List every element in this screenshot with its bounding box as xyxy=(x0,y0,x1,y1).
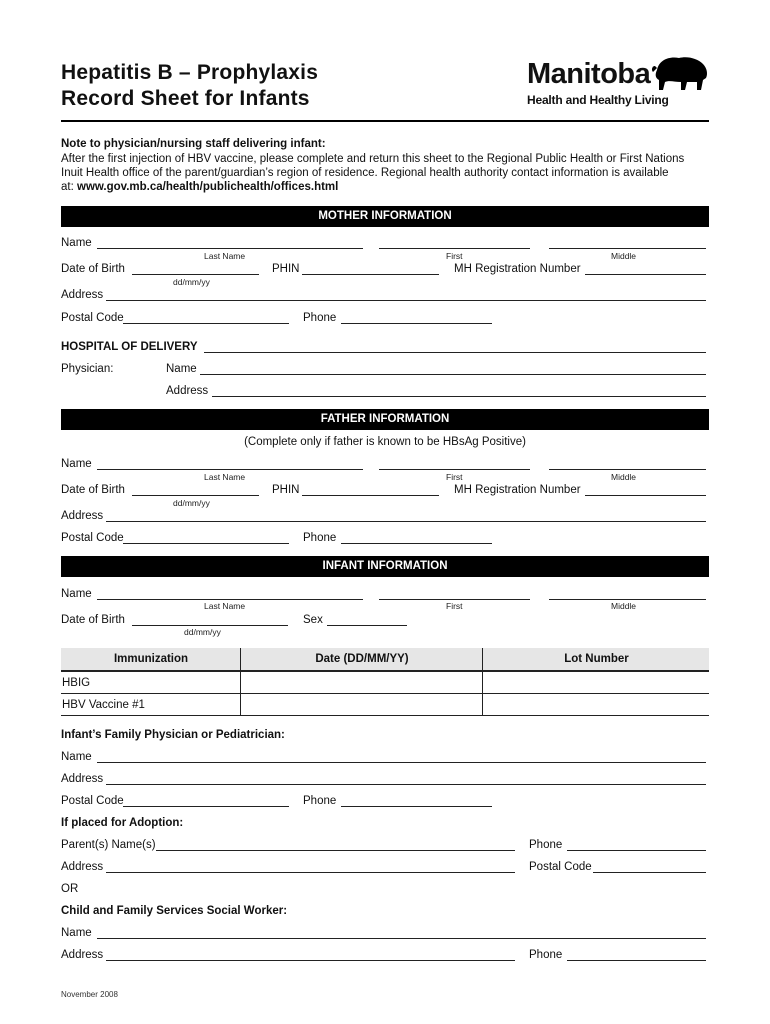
infant-dob-label: Date of Birth xyxy=(61,614,125,626)
father-phin-label: PHIN xyxy=(272,484,300,496)
physician-address-field[interactable] xyxy=(212,396,706,397)
adoption-address-field[interactable] xyxy=(106,872,515,873)
note-heading: Note to physician/nursing staff delivering infant: xyxy=(61,138,326,150)
hbv-lot-field[interactable] xyxy=(483,694,710,716)
last-name-caption: Last Name xyxy=(204,251,246,261)
parents-name-field[interactable] xyxy=(156,850,515,851)
father-postal-field[interactable] xyxy=(123,543,289,544)
table-row xyxy=(61,671,709,694)
or-label: OR xyxy=(61,883,79,895)
father-postal-label: Postal Code xyxy=(61,532,124,544)
immunization-table-header xyxy=(61,648,709,671)
last-name-caption: Last Name xyxy=(204,601,246,611)
mother-phin-label: PHIN xyxy=(272,263,300,275)
father-first-name-field[interactable] xyxy=(379,469,530,470)
infant-dob-field[interactable] xyxy=(132,625,288,626)
form-title-line2: Record Sheet for Infants xyxy=(61,87,310,110)
mother-address-label: Address xyxy=(61,289,104,301)
adoption-phone-label: Phone xyxy=(529,839,563,851)
father-name-label: Name xyxy=(61,458,92,470)
first-caption: First xyxy=(446,251,463,261)
note-line-1: After the first injection of HBV vaccine, please complete and return this sheet to the Regional Public Health or First Nations xyxy=(61,153,685,165)
infant-section-header: INFANT INFORMATION xyxy=(61,556,709,577)
hbig-lot-field[interactable] xyxy=(483,671,710,694)
adoption-postal-field[interactable] xyxy=(593,872,706,873)
hospital-label: HOSPITAL OF DELIVERY xyxy=(61,341,198,353)
first-caption: First xyxy=(446,472,463,482)
father-phone-label: Phone xyxy=(303,532,337,544)
note-line-3 xyxy=(61,180,338,194)
manitoba-logo xyxy=(527,52,712,112)
hospital-field[interactable] xyxy=(204,352,706,353)
physician-name-label: Name xyxy=(166,363,197,375)
first-caption: First xyxy=(446,601,463,611)
father-section-header: FATHER INFORMATION xyxy=(61,409,709,430)
physician-address-label: Address xyxy=(166,385,209,397)
infant-name-label: Name xyxy=(61,588,92,600)
adoption-phone-field[interactable] xyxy=(567,850,706,851)
infant-middle-name-field[interactable] xyxy=(549,599,706,600)
father-address-label: Address xyxy=(61,510,104,522)
father-dob-field[interactable] xyxy=(132,495,259,496)
sw-phone-label: Phone xyxy=(529,949,563,961)
father-middle-name-field[interactable] xyxy=(549,469,706,470)
dob-format-caption: dd/mm/yy xyxy=(173,277,210,287)
physician-label: Physician: xyxy=(61,363,114,375)
fp-phone-field[interactable] xyxy=(341,806,492,807)
father-dob-label: Date of Birth xyxy=(61,484,125,496)
mother-phone-label: Phone xyxy=(303,312,337,324)
adoption-postal-label: Postal Code xyxy=(529,861,592,873)
mother-dob-field[interactable] xyxy=(132,274,259,275)
header-divider xyxy=(61,120,709,122)
fp-address-field[interactable] xyxy=(106,784,706,785)
family-physician-heading: Infant’s Family Physician or Pediatrician: xyxy=(61,729,285,741)
father-address-field[interactable] xyxy=(106,521,706,522)
infant-first-name-field[interactable] xyxy=(379,599,530,600)
dob-format-caption: dd/mm/yy xyxy=(184,627,221,637)
mother-name-label: Name xyxy=(61,237,92,249)
form-title-line1: Hepatitis B – Prophylaxis xyxy=(61,61,319,84)
father-mh-label: MH Registration Number xyxy=(454,484,581,496)
note-line-3-prefix: at: xyxy=(61,181,74,193)
sw-phone-field[interactable] xyxy=(567,960,706,961)
adoption-address-label: Address xyxy=(61,861,104,873)
sw-name-field[interactable] xyxy=(97,938,706,939)
mother-phin-field[interactable] xyxy=(302,274,439,275)
mother-middle-name-field[interactable] xyxy=(549,248,706,249)
father-phone-field[interactable] xyxy=(341,543,492,544)
mother-dob-label: Date of Birth xyxy=(61,263,125,275)
mother-mh-field[interactable] xyxy=(585,274,706,275)
mother-phone-field[interactable] xyxy=(341,323,492,324)
dob-format-caption: dd/mm/yy xyxy=(173,498,210,508)
fp-address-label: Address xyxy=(61,773,104,785)
parents-name-label: Parent(s) Name(s) xyxy=(61,839,156,851)
sw-name-label: Name xyxy=(61,927,92,939)
hbig-date-field[interactable] xyxy=(241,671,483,694)
fp-postal-field[interactable] xyxy=(123,806,289,807)
physician-name-field[interactable] xyxy=(200,374,706,375)
immunization-name-cell: HBIG xyxy=(61,671,241,694)
offices-url[interactable]: www.gov.mb.ca/health/publichealth/offices.html xyxy=(77,181,339,193)
note-line-2: Inuit Health office of the parent/guardian’s region of residence. Regional health authority contact information is available xyxy=(61,167,669,179)
hbv-date-field[interactable] xyxy=(241,694,483,716)
sw-address-field[interactable] xyxy=(106,960,515,961)
social-worker-heading: Child and Family Services Social Worker: xyxy=(61,905,288,917)
father-last-name-field[interactable] xyxy=(97,469,363,470)
mother-postal-field[interactable] xyxy=(123,323,289,324)
last-name-caption: Last Name xyxy=(204,472,246,482)
infant-last-name-field[interactable] xyxy=(97,599,363,600)
footer-date: November 2008 xyxy=(61,990,118,999)
fp-phone-label: Phone xyxy=(303,795,337,807)
bison-icon xyxy=(651,52,711,92)
mother-postal-label: Postal Code xyxy=(61,312,124,324)
adoption-heading: If placed for Adoption: xyxy=(61,817,184,829)
infant-sex-label: Sex xyxy=(303,614,323,626)
column-header: Immunization xyxy=(61,648,241,671)
column-header: Date (DD/MM/YY) xyxy=(241,648,483,671)
father-note: (Complete only if father is known to be HBsAg Positive) xyxy=(244,436,526,448)
middle-caption: Middle xyxy=(611,472,637,482)
father-mh-field[interactable] xyxy=(585,495,706,496)
middle-caption: Middle xyxy=(611,601,637,611)
logo-wordmark: Manitoba xyxy=(527,58,651,90)
mother-address-field[interactable] xyxy=(106,300,706,301)
mother-mh-label: MH Registration Number xyxy=(454,263,581,275)
table-row xyxy=(61,694,709,716)
middle-caption: Middle xyxy=(611,251,637,261)
fp-postal-label: Postal Code xyxy=(61,795,124,807)
infant-sex-field[interactable] xyxy=(327,625,407,626)
fp-name-label: Name xyxy=(61,751,92,763)
mother-last-name-field[interactable] xyxy=(97,248,363,249)
immunization-table xyxy=(61,648,709,716)
immunization-name-cell: HBV Vaccine #1 xyxy=(61,694,241,716)
mother-section-header: MOTHER INFORMATION xyxy=(61,206,709,227)
mother-first-name-field[interactable] xyxy=(379,248,530,249)
column-header: Lot Number xyxy=(483,648,710,671)
fp-name-field[interactable] xyxy=(97,762,706,763)
sw-address-label: Address xyxy=(61,949,104,961)
logo-tagline: Health and Healthy Living xyxy=(527,93,669,107)
father-phin-field[interactable] xyxy=(302,495,439,496)
